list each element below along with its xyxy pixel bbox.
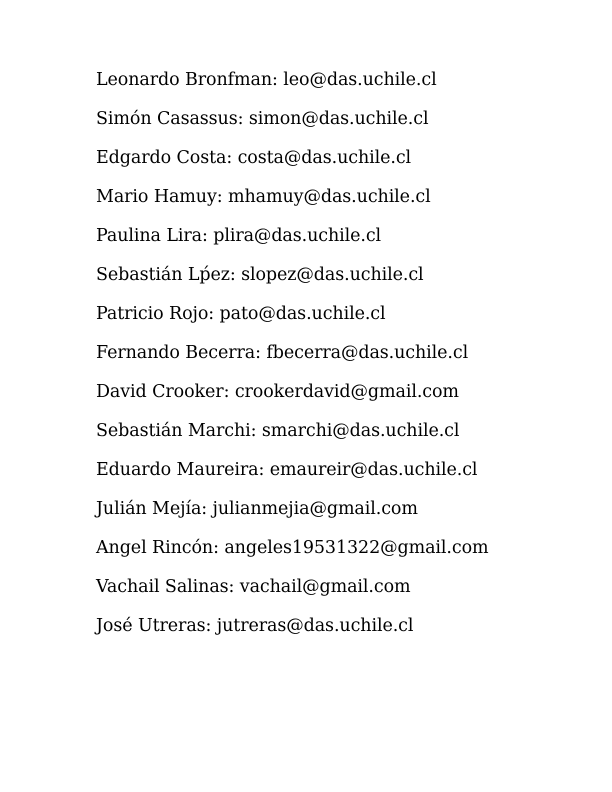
contact-line: David Crooker: crookerdavid@gmail.com <box>96 382 459 402</box>
contact-line: Sebastián Marchi: smarchi@das.uchile.cl <box>96 421 460 441</box>
contact-line: Mario Hamuy: mhamuy@das.uchile.cl <box>96 187 431 207</box>
contact-line: Eduardo Maureira: emaureir@das.uchile.cl <box>96 460 478 480</box>
contact-line: Leonardo Bronfman: leo@das.uchile.cl <box>96 70 437 90</box>
contact-line: Julián Mejía: julianmejia@gmail.com <box>96 499 418 519</box>
contact-line: Simón Casassus: simon@das.uchile.cl <box>96 109 429 129</box>
contact-line: Fernando Becerra: fbecerra@das.uchile.cl <box>96 343 469 363</box>
contact-line: José Utreras: jutreras@das.uchile.cl <box>96 616 414 636</box>
contact-line: Paulina Lira: plira@das.uchile.cl <box>96 226 382 246</box>
contact-line: Angel Rincón: angeles19531322@gmail.com <box>96 538 489 558</box>
contact-line: Sebastián Lṕez: slopez@das.uchile.cl <box>96 265 424 285</box>
contact-line: Vachail Salinas: vachail@gmail.com <box>96 577 411 597</box>
contact-line: Edgardo Costa: costa@das.uchile.cl <box>96 148 412 168</box>
contact-line: Patricio Rojo: pato@das.uchile.cl <box>96 304 386 324</box>
contact-list <box>96 68 489 653</box>
